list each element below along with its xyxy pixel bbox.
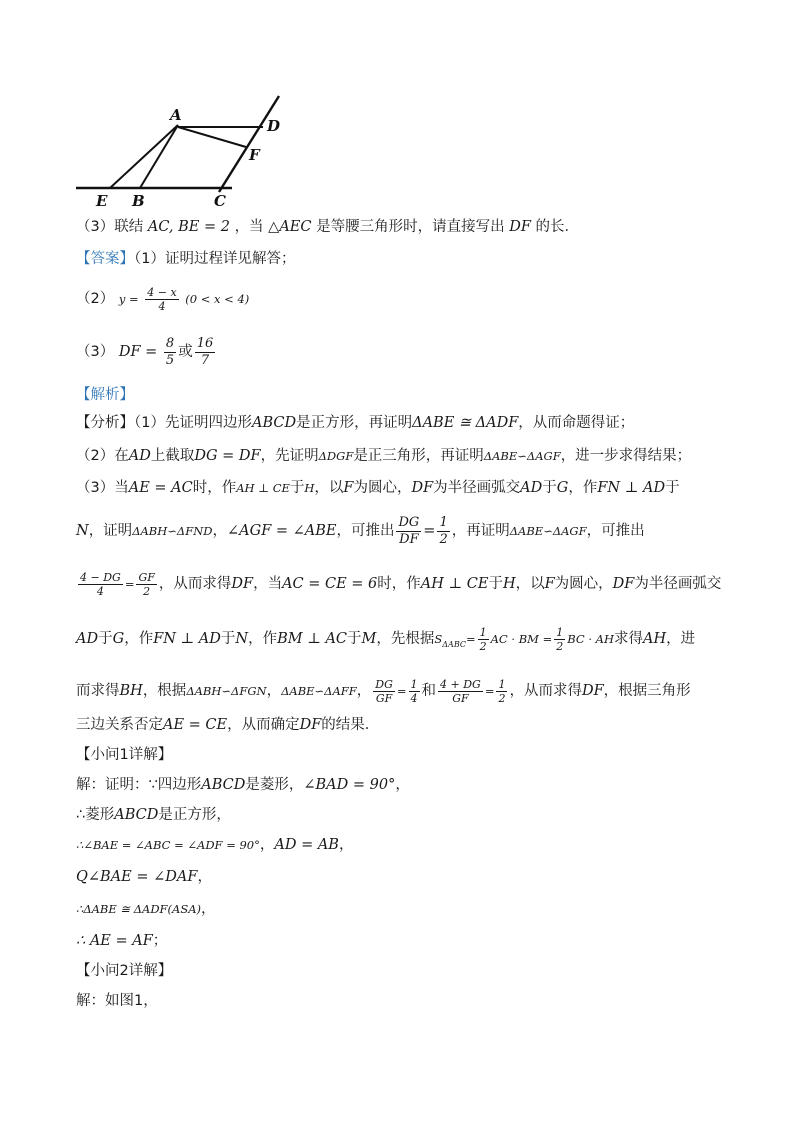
d1-s4-a: ， xyxy=(197,869,212,885)
a-l5-c: 时，作 xyxy=(377,576,421,592)
answer-tag: 【答案】 xyxy=(76,251,134,267)
d1-s3-b: ， xyxy=(338,837,354,853)
detail-1-step-4 xyxy=(76,866,212,888)
analysis-line-5 xyxy=(76,564,721,604)
a-l6-half-1 xyxy=(478,626,489,653)
analysis-line-3 xyxy=(76,477,680,499)
detail-1-step-6 xyxy=(76,930,167,952)
a-l3-h: ，作 xyxy=(568,480,598,496)
d1-s3-m1: ∴∠BAE = ∠ABC = ∠ADF = 90° xyxy=(76,838,260,852)
a-l6-e: 于 xyxy=(347,631,362,647)
d1-s5-a: ， xyxy=(201,901,216,917)
answer-3-lhs: DF = xyxy=(118,344,158,360)
a-l7-f2d: 4 xyxy=(410,691,418,705)
a-l6-m7: AH xyxy=(642,631,667,647)
question-3 xyxy=(76,216,579,238)
answer-1 xyxy=(76,248,295,270)
a-l2-c: ，先证明 xyxy=(260,448,319,464)
a-l3-f: 为半径画弧交 xyxy=(433,480,521,496)
a-l6-h2n: 1 xyxy=(556,625,564,639)
a-l3-m4: F xyxy=(343,480,354,496)
answer-2-prefix: （2） xyxy=(76,291,115,307)
a-l2-m4: ΔABE∽ΔAGF xyxy=(483,449,561,463)
q3-prefix: （3）联结 xyxy=(76,219,144,235)
a-l5-b: ，当 xyxy=(253,576,283,592)
a-l2-d: 是正三角形，再证明 xyxy=(353,448,484,464)
a-l6-sub: ΔABC xyxy=(442,639,466,649)
a-l4-hn: 1 xyxy=(439,514,448,530)
a-l5-m1: DF xyxy=(231,576,254,592)
a-l7-c: ， xyxy=(266,683,282,699)
a-l4-a: ，证明 xyxy=(88,523,133,539)
a-l5-d2: 2 xyxy=(143,584,151,598)
a-l5-m6: DF xyxy=(612,576,635,592)
answer-3-frac-1 xyxy=(164,336,176,369)
answer-3-d2: 7 xyxy=(200,352,210,368)
a-l5-frac-2 xyxy=(136,571,156,598)
d1-s6-m1: ∴ AE = AF xyxy=(76,933,153,949)
detail-1-step-2 xyxy=(76,804,231,826)
a-l5-m5: F xyxy=(544,576,555,592)
a-l5-e: ，以 xyxy=(515,576,545,592)
a-l4-frac-1 xyxy=(396,515,421,548)
answer-2-fraction xyxy=(145,286,178,313)
d1-s1-m2: ∠BAD = 90° xyxy=(303,777,396,793)
q3-given: AC, BE = 2 xyxy=(147,219,230,235)
answer-3 xyxy=(76,334,217,370)
a-l5-eq: = xyxy=(124,577,135,591)
a-l7-m2: ΔABH∽ΔFGN xyxy=(186,684,267,698)
a-l7-m4: DF xyxy=(581,683,604,699)
detail-1-step-1 xyxy=(76,774,410,796)
a-l5-m4: H xyxy=(502,576,516,592)
a-l1-c: ，从而命题得证； xyxy=(518,415,635,431)
a-l6-m4: N xyxy=(235,631,249,647)
a-l7-f3n: 4 + DG xyxy=(440,677,481,691)
answer-3-prefix: （3） xyxy=(76,344,115,360)
a-l3-i: 于 xyxy=(665,480,680,496)
segment-ab xyxy=(140,125,178,188)
d1-s2-m1: ABCD xyxy=(114,807,159,823)
a-l6-f: ，先根据 xyxy=(376,631,435,647)
a-l6-a: 于 xyxy=(98,631,113,647)
a-l3-g: 于 xyxy=(542,480,557,496)
answer-3-n1: 8 xyxy=(165,335,175,351)
a-l2-e: ，进一步求得结果； xyxy=(560,448,692,464)
a-l6-g: 求得 xyxy=(613,631,643,647)
line-cd-extended xyxy=(219,96,279,192)
a-l5-frac-1 xyxy=(78,571,123,598)
d1-s4-m1: Q∠BAE = ∠DAF xyxy=(76,869,198,885)
a-l8-m1: AE = CE xyxy=(163,717,228,733)
a-l4-hd: 2 xyxy=(439,531,448,547)
a-l3-m5: DF xyxy=(411,480,434,496)
a-l7-frac-2 xyxy=(409,678,420,705)
a-l4-m3: ∠AGF = ∠ABE xyxy=(226,523,337,539)
a-l7-m1: BH xyxy=(119,683,143,699)
a-l4-m2: ΔABH∽ΔFND xyxy=(132,524,213,538)
a-l4-m1: N xyxy=(76,523,89,539)
d1-s3-a: ， xyxy=(259,837,275,853)
a-l7-b: ，根据 xyxy=(142,683,187,699)
a-l7-f2n: 1 xyxy=(410,677,418,691)
analysis-line-4 xyxy=(76,512,645,550)
analysis-line-7 xyxy=(76,672,691,710)
a-l1-m1: ABCD xyxy=(251,415,297,431)
a-l6-h1d: 2 xyxy=(479,639,487,653)
answer-2-range: (0 < x < 4) xyxy=(185,292,250,306)
detail-2-title: 【小问2详解】 xyxy=(76,963,173,979)
answer-2-lhs: y = xyxy=(118,292,139,306)
a-l7-d: ， xyxy=(356,683,372,699)
a-l6-m6: M xyxy=(361,631,377,647)
segment-af xyxy=(178,127,246,147)
a-l2-m2: DG = DF xyxy=(194,448,261,464)
d1-s3-m2: AD = AB xyxy=(274,837,339,853)
a-l3-m8: FN ⊥ AD xyxy=(597,480,666,496)
a-l8-c: 的结果． xyxy=(321,717,380,733)
a-l4-frac-2 xyxy=(437,515,449,548)
a-l8-a: 三边关系否定 xyxy=(76,717,163,733)
label-e: E xyxy=(96,192,108,210)
detail-1-step-5 xyxy=(76,898,216,920)
a-l7-frac-1 xyxy=(373,678,395,705)
a-l7-f4n: 1 xyxy=(498,677,506,691)
a-l6-eq1: = xyxy=(465,632,476,646)
d1-s2-b: 是正方形， xyxy=(158,807,231,823)
a-l2-a: （2）在 xyxy=(76,448,129,464)
d1-s5-m1: ∴ΔABE ≅ ΔADF(ASA) xyxy=(76,902,201,916)
a-l4-c: ，可推出 xyxy=(336,523,395,539)
answer-2 xyxy=(76,282,249,316)
a-l3-d: ，以 xyxy=(314,480,344,496)
a-l4-eq: = xyxy=(423,523,436,539)
a-l7-a: 而求得 xyxy=(76,683,120,699)
a-l8-m2: DF xyxy=(299,717,322,733)
answer-2-num: 4 − x xyxy=(147,285,177,299)
q3-df: DF xyxy=(509,219,531,235)
a-l2-m3: ΔDGF xyxy=(318,449,354,463)
a-l1-a: 【分析】（1）先证明四边形 xyxy=(76,415,252,431)
a-l6-m1: AD xyxy=(76,631,99,647)
a-l7-f4d: 2 xyxy=(498,691,506,705)
a-l5-m2: AC = CE = 6 xyxy=(282,576,378,592)
label-b: B xyxy=(132,192,145,210)
geometry-figure xyxy=(60,88,320,212)
a-l4-d: ，再证明 xyxy=(451,523,510,539)
analysis-tag: 【解析】 xyxy=(76,387,134,403)
a-l7-m3: ΔABE∽ΔAFF xyxy=(281,684,357,698)
a-l4-e: ，可推出 xyxy=(586,523,645,539)
a-l5-d: 于 xyxy=(488,576,503,592)
a-l7-frac-3 xyxy=(438,678,483,705)
d1-s1-a: 解：证明：∵四边形 xyxy=(76,777,202,793)
answer-3-d1: 5 xyxy=(165,352,175,368)
answer-3-or: 或 xyxy=(178,344,193,360)
q3-mid: 是等腰三角形时，请直接写出 xyxy=(316,219,505,235)
q3-suffix: 的长． xyxy=(535,219,579,235)
a-l4-fd: DF xyxy=(399,531,419,547)
d1-s1-m1: ABCD xyxy=(201,777,246,793)
detail-2-step-1: 解：如图1， xyxy=(76,993,158,1009)
a-l7-and: 和 xyxy=(421,683,436,699)
a-l5-d1: 4 xyxy=(96,584,104,598)
a-l6-t1: AC · BM = xyxy=(490,632,553,646)
a-l6-h: ，进 xyxy=(666,631,696,647)
label-a: A xyxy=(170,106,182,124)
analysis-line-2 xyxy=(76,445,691,467)
segment-ae xyxy=(110,125,178,188)
label-f: F xyxy=(249,146,260,164)
analysis-line-1 xyxy=(76,412,634,434)
a-l7-f1n: DG xyxy=(375,677,393,691)
a-l3-e: 为圆心， xyxy=(353,480,412,496)
a-l6-m5: BM ⊥ AC xyxy=(277,631,348,647)
d1-s6-a: ； xyxy=(152,933,168,949)
a-l7-f3d: GF xyxy=(452,691,469,705)
a-l3-c: 于 xyxy=(289,480,305,496)
a-l6-half-2 xyxy=(554,626,565,653)
a-l7-f1d: GF xyxy=(375,691,393,705)
detail-1-title: 【小问1详解】 xyxy=(76,747,173,763)
a-l8-b: ，从而确定 xyxy=(227,717,300,733)
a-l5-n1: 4 − DG xyxy=(80,570,121,584)
answer-1-text: （1）证明过程详见解答； xyxy=(134,251,296,267)
a-l5-n2: GF xyxy=(138,570,155,584)
a-l7-frac-4 xyxy=(496,678,507,705)
a-l3-m2: AH ⊥ CE xyxy=(236,481,290,495)
a-l7-eq1: = xyxy=(396,684,407,698)
a-l1-b: 是正方形，再证明 xyxy=(296,415,413,431)
a-l7-eq2: = xyxy=(484,684,495,698)
answer-2-den: 4 xyxy=(158,299,166,313)
a-l7-e: ，从而求得 xyxy=(509,683,582,699)
detail-1-step-3 xyxy=(76,834,353,856)
a-l2-m1: AD xyxy=(128,448,151,464)
a-l3-m6: AD xyxy=(520,480,543,496)
a-l6-b: ，作 xyxy=(124,631,154,647)
a-l6-h1n: 1 xyxy=(479,625,487,639)
label-c: C xyxy=(214,192,226,210)
a-l3-b: 时，作 xyxy=(192,480,237,496)
a-l3-m7: G xyxy=(556,480,569,496)
a-l5-a: ，从而求得 xyxy=(158,576,232,592)
a-l6-m2: G xyxy=(112,631,125,647)
a-l6-t2: BC · AH xyxy=(567,632,614,646)
analysis-line-6 xyxy=(76,620,695,664)
a-l3-m3: H xyxy=(304,481,315,495)
answer-3-frac-2 xyxy=(195,336,216,369)
a-l3-m1: AE = AC xyxy=(128,480,193,496)
q3-when: ，当 xyxy=(234,219,264,235)
a-l6-h2d: 2 xyxy=(556,639,564,653)
a-l4-fn: DG xyxy=(398,514,420,530)
a-l4-b: ， xyxy=(212,523,227,539)
a-l1-m2: ΔABE ≅ ΔADF xyxy=(412,415,519,431)
a-l6-m3: FN ⊥ AD xyxy=(153,631,221,647)
a-l7-f: ，根据三角形 xyxy=(603,683,691,699)
a-l3-a: （3）当 xyxy=(76,480,129,496)
d1-s1-c: ， xyxy=(395,777,410,793)
answer-3-n2: 16 xyxy=(196,335,214,351)
a-l5-g: 为半径画弧交 xyxy=(634,576,722,592)
d1-s2-a: ∴菱形 xyxy=(76,807,115,823)
a-l6-d: ，作 xyxy=(248,631,278,647)
d1-s1-b: 是菱形， xyxy=(245,777,304,793)
a-l6-s: S xyxy=(434,632,443,646)
a-l2-b: 上截取 xyxy=(150,448,195,464)
a-l6-c: 于 xyxy=(220,631,236,647)
label-d: D xyxy=(267,117,281,135)
a-l5-m3: AH ⊥ CE xyxy=(420,576,489,592)
analysis-line-8 xyxy=(76,714,379,736)
a-l5-f: 为圆心， xyxy=(554,576,613,592)
a-l4-m4: ΔABE∽ΔAGF xyxy=(509,524,587,538)
q3-triangle: △AEC xyxy=(268,219,312,235)
